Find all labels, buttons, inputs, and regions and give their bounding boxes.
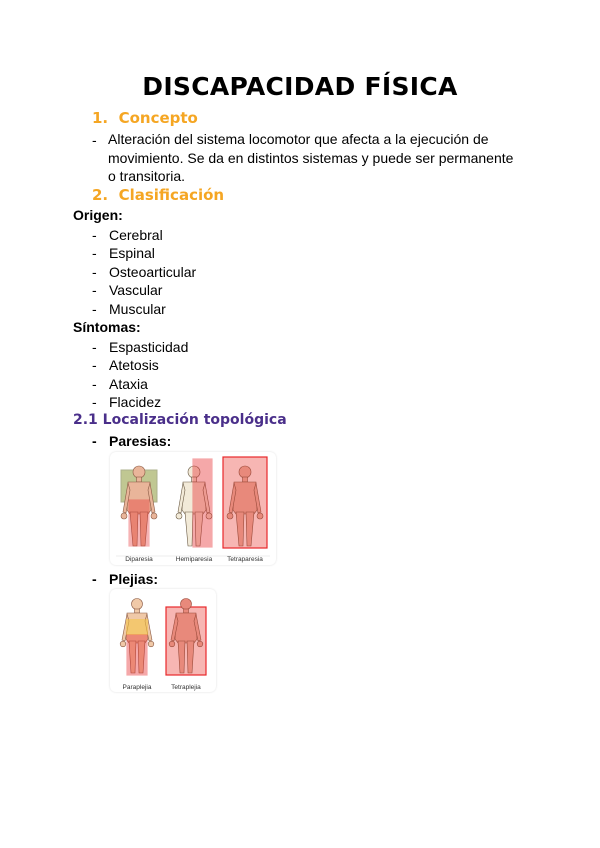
section-heading-concepto (92, 109, 198, 127)
section-number: 2. (92, 186, 109, 204)
paraplejia-legs-highlight (127, 635, 147, 675)
plejias-label: - Plejias: (92, 571, 159, 587)
list-item: - Ataxia (92, 376, 148, 392)
origen-label: Origen: (73, 207, 123, 223)
caption-diparesia: Diparesia (125, 556, 153, 563)
paresias-illustration (110, 452, 276, 565)
section-title: Clasificación (118, 186, 225, 204)
concept-paragraph (108, 130, 528, 186)
list-item: - Osteoarticular (92, 264, 197, 280)
caption-tetraparesia: Tetraparesia (227, 556, 263, 563)
concept-line: movimiento. Se da en distintos sistemas y puede ser permanente (108, 149, 514, 166)
caption-hemiparesia: Hemiparesia (175, 556, 213, 563)
section-number: 1. (92, 109, 109, 127)
caption-tetraplejia: Tetraplejia (171, 684, 201, 691)
hemiparesia-highlight (193, 459, 212, 547)
section-title: Concepto (118, 109, 198, 127)
subsection-heading: 2.1 Localización topológica (73, 412, 287, 428)
list-item: - Espasticidad (92, 339, 189, 355)
plejias-figure (110, 589, 216, 692)
list-item: - Flacidez (92, 394, 162, 410)
list-item: - Atetosis (92, 357, 159, 373)
diparesia-legs-highlight (129, 500, 149, 546)
paresias-figure (110, 452, 276, 565)
bullet-dash: - (92, 132, 97, 148)
caption-paraplejia: Paraplejia (122, 684, 152, 691)
list-item: - Muscular (92, 301, 166, 317)
paraplejia-trunk-highlight (126, 619, 148, 635)
section-heading-clasificacion (92, 186, 224, 204)
page-title: DISCAPACIDAD FÍSICA (142, 72, 458, 101)
concept-line: Alteración del sistema locomotor que afecta a la ejecución de (108, 131, 489, 147)
plejias-illustration (110, 589, 216, 692)
concept-line: o transitoria. (108, 168, 186, 184)
list-item: - Espinal (92, 245, 155, 261)
sintomas-label: Síntomas: (73, 319, 141, 335)
list-item: - Cerebral (92, 227, 163, 243)
list-item: - Vascular (92, 282, 163, 298)
paresias-label: - Paresias: (92, 433, 172, 449)
